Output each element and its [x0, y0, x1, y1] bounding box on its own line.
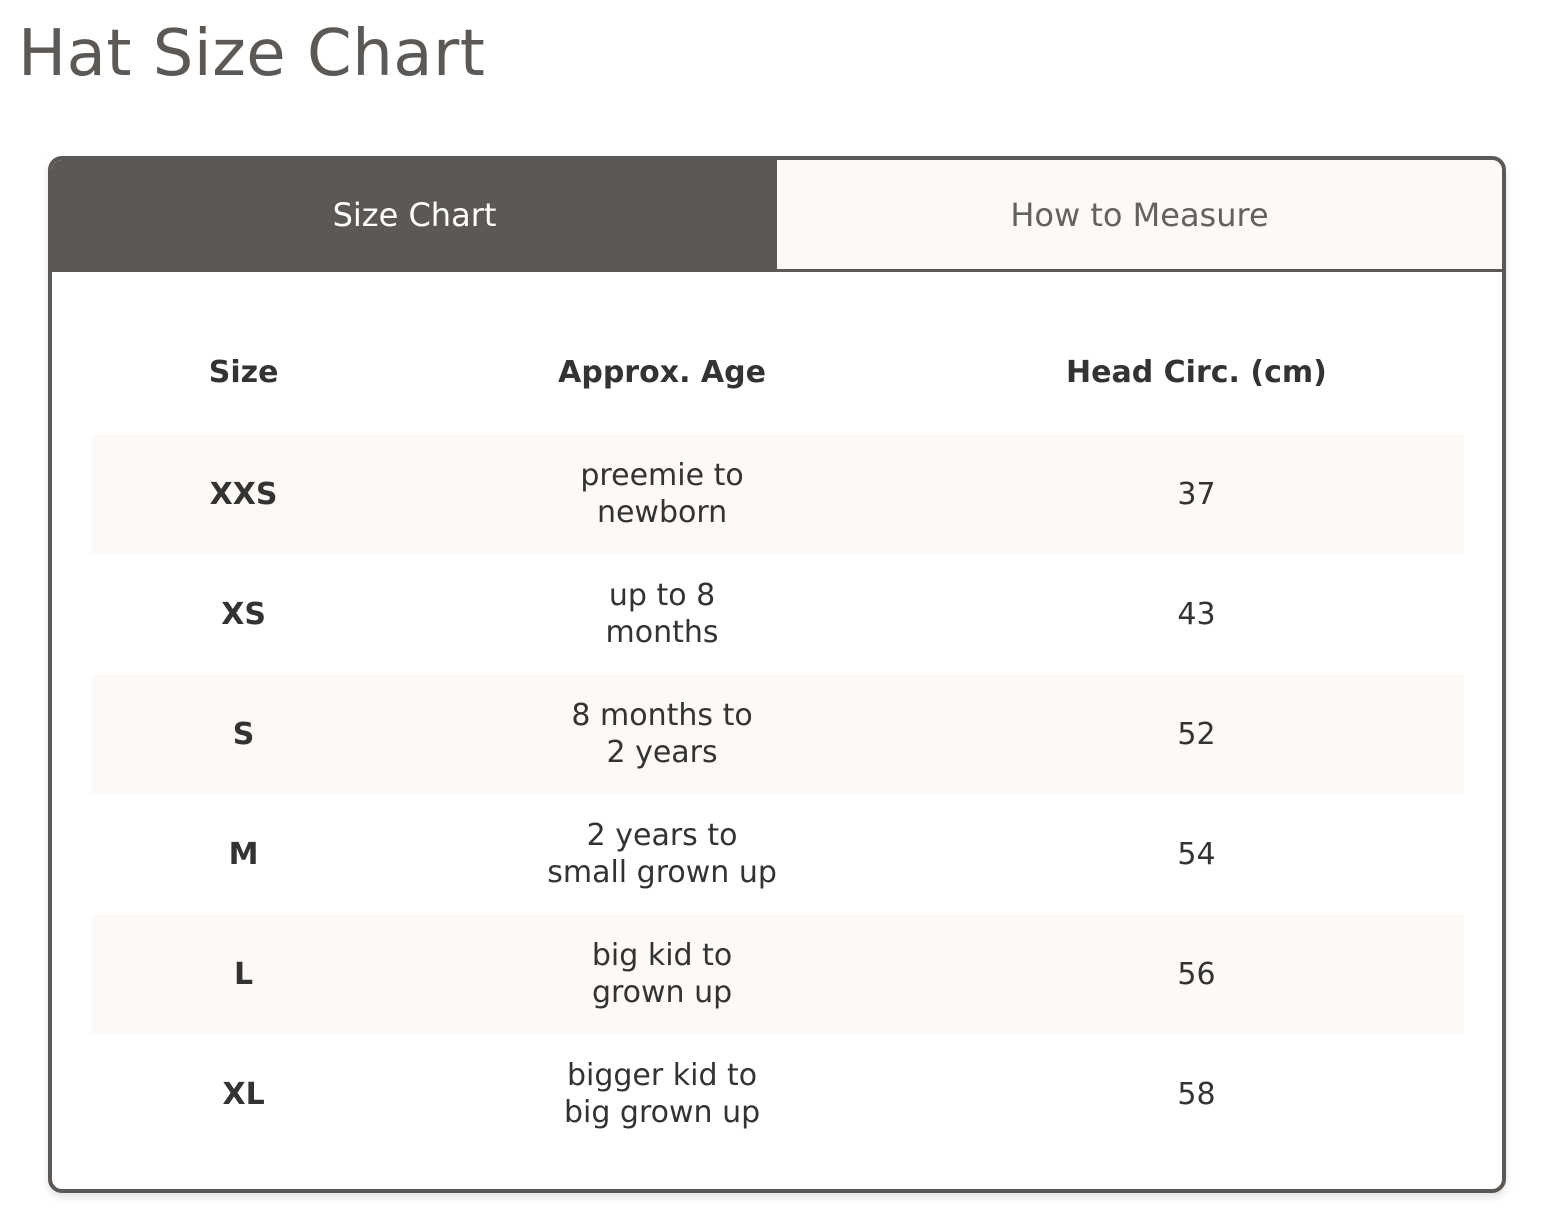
table-row — [92, 794, 1464, 914]
age-line: preemie to — [580, 458, 744, 493]
age-cell — [395, 794, 929, 914]
header-size: Size — [208, 354, 279, 390]
tab-how-to-measure[interactable]: How to Measure — [777, 160, 1502, 269]
age-line: bigger kid to — [566, 1058, 758, 1093]
tab-bar — [52, 160, 1502, 272]
age-line: months — [605, 615, 719, 650]
size-table — [92, 310, 1464, 1154]
size-cell: XL — [222, 1076, 265, 1112]
age-line: big grown up — [563, 1095, 761, 1130]
table-row — [92, 914, 1464, 1034]
table-row — [92, 434, 1464, 554]
table-row — [92, 1034, 1464, 1154]
size-table-container — [92, 310, 1464, 1154]
size-cell: L — [92, 914, 395, 1034]
size-cell: XS — [221, 596, 266, 632]
head-circ-cell: 56 — [929, 914, 1464, 1034]
header-head-circ: Head Circ. (cm) — [1066, 354, 1327, 390]
age-line: big kid to — [591, 938, 733, 973]
size-cell: M — [228, 836, 259, 872]
size-chart-card — [48, 156, 1506, 1193]
age-line: grown up — [591, 975, 733, 1010]
table-row — [92, 554, 1464, 674]
size-cell: S — [92, 674, 395, 794]
tab-size-chart[interactable]: Size Chart — [52, 160, 777, 269]
age-line: up to 8 — [608, 578, 716, 613]
head-circ-cell: 54 — [1177, 836, 1216, 872]
page-title: Hat Size Chart — [18, 17, 486, 91]
age-line: 2 years — [606, 735, 718, 770]
age-line: small grown up — [547, 855, 777, 890]
head-circ-cell: 37 — [929, 434, 1464, 554]
age-cell — [395, 674, 929, 794]
head-circ-cell: 43 — [1177, 596, 1216, 632]
head-circ-cell: 52 — [929, 674, 1464, 794]
head-circ-cell: 58 — [1177, 1076, 1216, 1112]
table-header-row — [92, 310, 1464, 434]
size-cell: XXS — [92, 434, 395, 554]
age-line: newborn — [596, 495, 728, 530]
age-line: 2 years to — [586, 818, 738, 853]
table-row — [92, 674, 1464, 794]
age-cell — [395, 554, 929, 674]
header-approx-age: Approx. Age — [558, 354, 766, 390]
age-line: 8 months to — [571, 698, 753, 733]
age-cell — [395, 1034, 929, 1154]
age-cell — [395, 914, 929, 1034]
age-cell — [395, 434, 929, 554]
